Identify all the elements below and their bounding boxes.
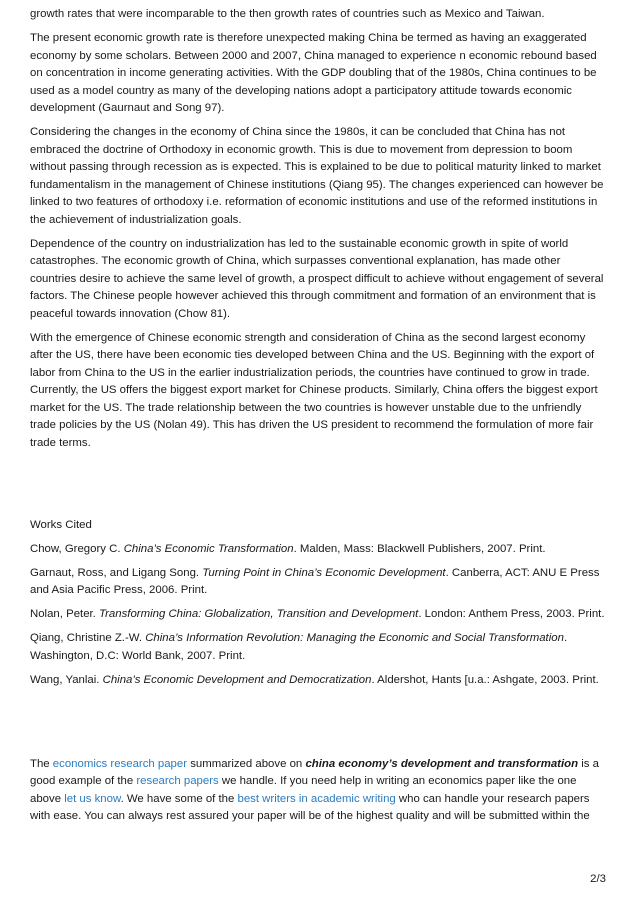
citation-wang <box>30 672 608 690</box>
economics-research-paper-link[interactable]: economics research paper <box>52 757 188 770</box>
let-us-know-link[interactable]: let us know <box>64 792 121 805</box>
body-paragraph-5: With the emergence of Chinese economic strength and consideration of China as the second largest economy after the US, there have been economic ties developed between China and the US. Beginning with the export of labor from China to the US in the earlier industrialization periods, the countries have continued to grow in trade. Currently, the US offers the biggest export market for Chinese products. Similarly, China offers the biggest export market for the US. The trade relationship between the two countries is however unstable due to the unfriendly trade policies by the US (Nolan 49). This has driven the US president to recommend the formulation of more fair trade terms. <box>30 331 598 449</box>
citation-nolan <box>30 606 608 624</box>
research-papers-link[interactable]: research papers <box>136 775 219 787</box>
citation-garnaut <box>30 565 608 600</box>
citation-author: Chow, Gregory C. <box>30 542 124 555</box>
page-number: 2/3 <box>590 873 606 885</box>
spacer <box>30 459 608 517</box>
topic-emphasis: china economy’s development and transformation <box>305 757 579 770</box>
promo-paragraph: The economics research paper summarized above on china economy’s development and transformation is a good example of the research papers we handle. If you need help in writing an economics paper like the one above let us know. We have some of the best writers in academic writing who can handle your research papers with ease. You can always rest assured your paper will be of the highest quality and will be submitted within the <box>30 757 599 822</box>
citation-author: Wang, Yanlai. <box>30 673 103 686</box>
citation-publisher: . London: Anthem Press, 2003. Print. <box>418 608 605 620</box>
citation-title: Transforming China: Globalization, Transition and Development <box>99 608 419 620</box>
citation-author: Garnaut, Ross, and Ligang Song. <box>30 566 203 579</box>
body-paragraph-2: The present economic growth rate is therefore unexpected making China be termed as having an exaggerated economy by some scholars. Between 2000 and 2007, China managed to experience n economic rebound based on concentration in income generating activities. With the GDP doubling that of the 1980s, China continues to be used as a model country as many of the developing nations adopt a participatory attitude towards economic development (Gaurnaut and Song 97). <box>30 32 597 114</box>
works-cited-heading: Works Cited <box>30 518 92 531</box>
spacer <box>30 696 608 756</box>
body-paragraph-4: Dependence of the country on industrialization has led to the sustainable economic growth in spite of world catastrophes. The economic growth of China, which surpasses conventional explanation, has made other countries desire to achieve the same level of growth, a prospect difficult to achieve without engagement of several factors. The Chinese people however achieved this through commitment and formation of an environment that is peaceful towards innovation (Chow 81). <box>30 237 604 320</box>
document-page <box>30 6 608 832</box>
citation-title: China’s Economic Transformation <box>123 542 294 555</box>
citation-qiang <box>30 630 608 665</box>
body-paragraph-1: growth rates that were incomparable to the then growth rates of countries such as Mexico and Taiwan. <box>30 8 545 20</box>
best-writers-link[interactable]: best writers in academic writing <box>237 792 396 805</box>
citation-title: Turning Point in China’s Economic Development <box>202 566 446 579</box>
citation-publisher: . Malden, Mass: Blackwell Publishers, 2007. Print. <box>293 542 546 555</box>
citation-title: China’s Information Revolution: Managing the Economic and Social Transformation <box>145 632 564 644</box>
citation-publisher: . Washington, D.C: World Bank, 2007. Print. <box>30 632 568 662</box>
citation-publisher: . Aldershot, Hants [u.a.: Ashgate, 2003. Print. <box>371 673 599 686</box>
citation-author: Nolan, Peter. <box>30 608 100 620</box>
body-paragraph-3: Considering the changes in the economy of China since the 1980s, it can be concluded that China has not embraced the doctrine of Orthodoxy in economic growth. This is due to movement from depression to boom without passing through recession as is expected. This is explained to be due to political maturity linked to market fundamentalism in the management of Chinese institutions (Qiang 95). The changes experienced can however be linked to two features of orthodoxy i.e. reformation of economic institutions and use of the reformed institutions in the achievement of industrialization goals. <box>30 126 604 226</box>
citation-publisher: . Canberra, ACT: ANU E Press and Asia Pacific Press, 2006. Print. <box>30 566 600 596</box>
citation-title: China’s Economic Development and Democratization <box>102 673 372 686</box>
citation-chow <box>30 541 608 559</box>
citation-author: Qiang, Christine Z.-W. <box>30 632 146 644</box>
